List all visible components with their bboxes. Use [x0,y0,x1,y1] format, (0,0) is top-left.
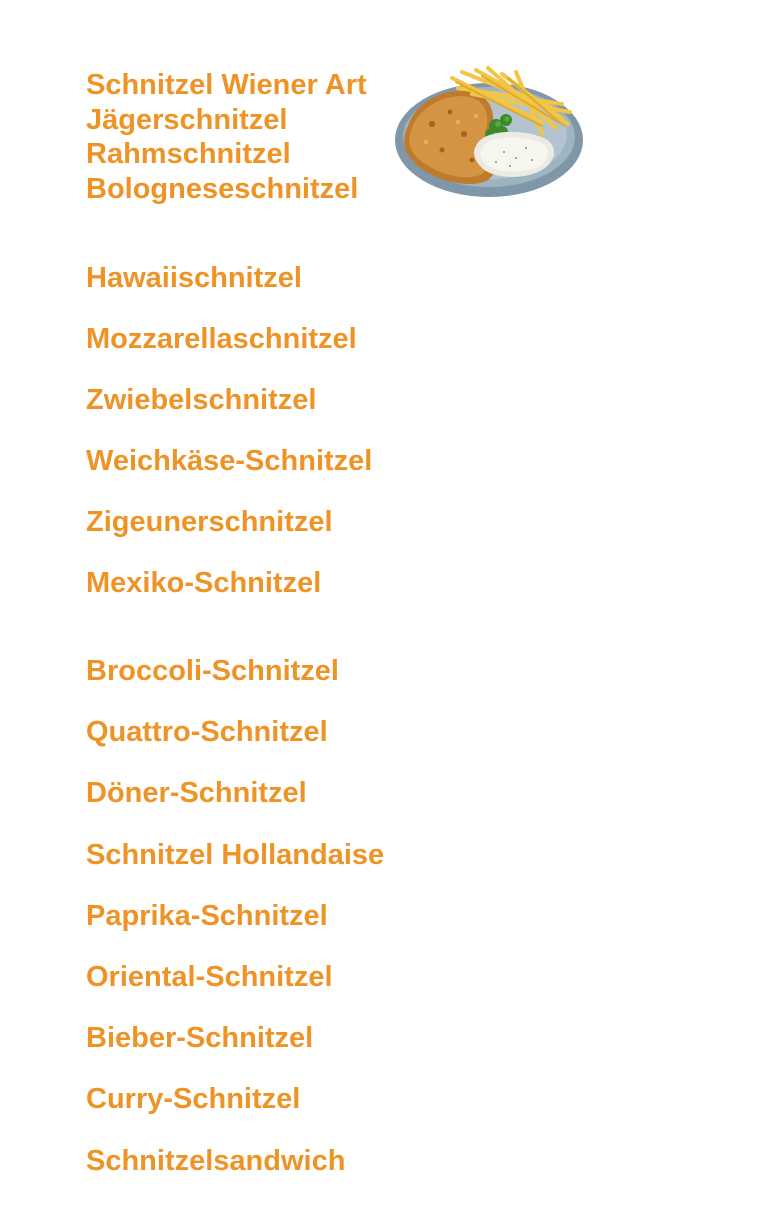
menu-item-paprika-schnitzel: Paprika-Schnitzel [86,900,328,932]
menu-item-broccoli-schnitzel: Broccoli-Schnitzel [86,655,339,687]
menu-item-doener-schnitzel: Döner-Schnitzel [86,777,307,809]
menu-item-weichkaese-schnitzel: Weichkäse-Schnitzel [86,445,373,477]
menu-item-bieber-schnitzel: Bieber-Schnitzel [86,1022,314,1054]
menu-item-bologneseschnitzel: Bologneseschnitzel [86,172,359,205]
menu-item-oriental-schnitzel: Oriental-Schnitzel [86,961,333,993]
menu-item-mozzarellaschnitzel: Mozzarellaschnitzel [86,323,357,355]
schnitzel-plate-image [392,64,586,202]
menu-item-schnitzelsandwich: Schnitzelsandwich [86,1145,346,1177]
menu-item-hawaiischnitzel: Hawaiischnitzel [86,262,302,294]
menu-item-schnitzel-hollandaise: Schnitzel Hollandaise [86,839,385,871]
menu-item-zigeunerschnitzel: Zigeunerschnitzel [86,506,333,538]
menu-item-rahmschnitzel: Rahmschnitzel [86,138,291,170]
menu-item-jaegerschnitzel: Jägerschnitzel [86,103,288,136]
featured-list [86,68,367,206]
menu-item-mexiko-schnitzel: Mexiko-Schnitzel [86,567,322,599]
menu-item-quattro-schnitzel: Quattro-Schnitzel [86,716,328,748]
menu-item-zwiebelschnitzel: Zwiebelschnitzel [86,384,317,416]
menu-item-schnitzel-wiener-art: Schnitzel Wiener Art [86,69,367,101]
menu-item-curry-schnitzel: Curry-Schnitzel [86,1083,301,1115]
